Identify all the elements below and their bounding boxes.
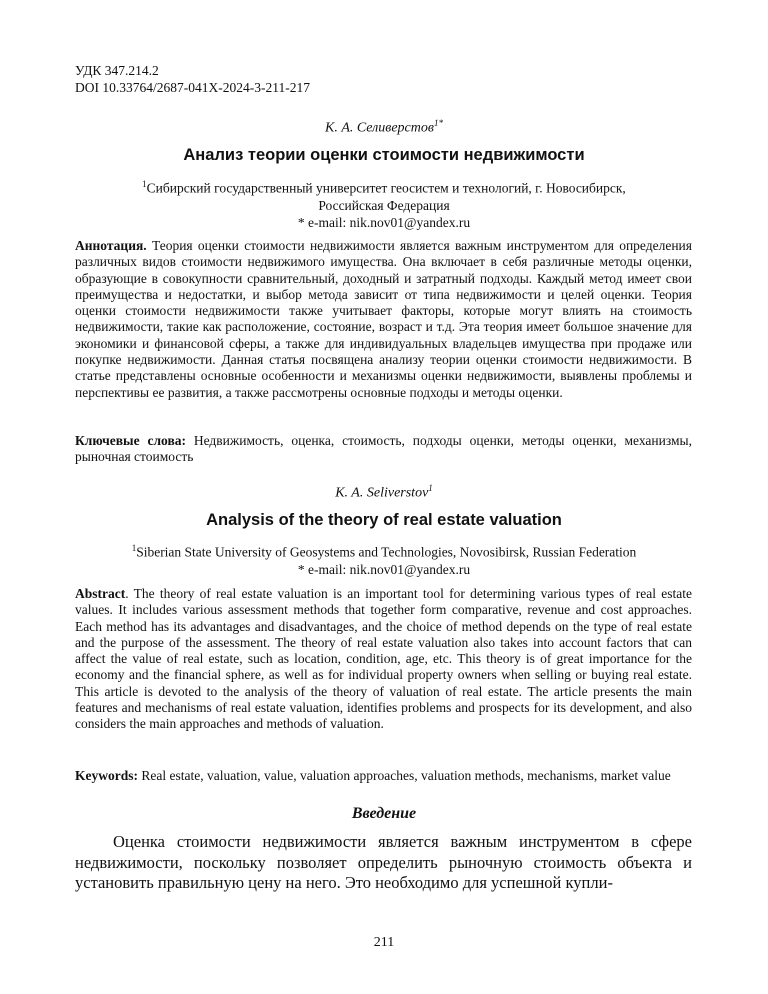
abstract-label-ru: Аннотация. — [75, 238, 147, 253]
affiliation-ru — [60, 176, 708, 231]
email-en: * e-mail: nik.nov01@yandex.ru — [297, 561, 471, 577]
section-heading-intro: Введение — [351, 805, 417, 822]
abstract-text-en: . The theory of real estate valuation is an important tool for determining various types of real estate values. It includes various assessment methods that together form comparative, revenue and cost approaches. Each method has its advantages and disadvantages, and the choice of method depends on the type of real estate and the purpose of the assessment. The theory of real estate valuation also takes into account factors that can affect the value of real estate, such as location, condition, age, etc. This theory is of great importance for the economy and the financial sphere, as well as for individual property owners when selling or buying real estate. This article is devoted to the analysis of the theory of valuation of real estate. The article presents the main features and mechanisms of real estate valuation, identifies problems and prospects for its development, and also considers the main approaches and methods of valuation. — [75, 586, 692, 732]
author-sup-en: 1 — [428, 483, 433, 493]
keywords-label-ru: Ключевые слова: — [75, 433, 186, 448]
udc-code: УДК 347.214.2 — [75, 63, 159, 78]
abstract-label-en: Abstract — [75, 586, 126, 601]
title-ru: Анализ теории оценки стоимости недвижимости — [183, 146, 585, 164]
article-identifiers — [75, 62, 310, 96]
abstract-ru — [75, 238, 692, 401]
aff-sup-ru: 1 — [142, 179, 147, 189]
keywords-en — [75, 768, 692, 784]
abstract-en — [75, 586, 692, 733]
title-en: Analysis of the theory of real estate valuation — [206, 511, 562, 529]
keywords-ru — [75, 433, 692, 466]
author-sup-ru: 1* — [433, 118, 443, 128]
keywords-label-en: Keywords: — [75, 768, 138, 783]
aff-line2-ru: Российская Федерация — [318, 197, 450, 213]
keywords-text-ru: Недвижимость, оценка, стоимость, подходы оценки, методы оценки, механизмы, рыночная стоимость — [75, 433, 692, 465]
aff-sup-en: 1 — [131, 543, 137, 553]
author-ru — [0, 118, 768, 137]
author-name-ru: К. А. Селиверстов — [325, 120, 434, 136]
intro-paragraph: Оценка стоимости недвижимости является важным инструментом в сфере недвижимости, поскольку позволяет определить рыночную стоимость объекта и установить правильную цену на него. Это необходимо для успешной купли- — [75, 832, 692, 892]
aff-line1-ru: Сибирский государственный университет геосистем и технологий, г. Новосибирск, — [146, 180, 626, 196]
doi: DOI 10.33764/2687-041X-2024-3-211-217 — [75, 80, 310, 95]
page-number: 211 — [373, 935, 395, 950]
author-en — [0, 483, 768, 502]
aff-line1-en: Siberian State University of Geosystems and Technologies, Novosibirsk, Russian Federation — [136, 544, 637, 560]
abstract-text-ru: Теория оценки стоимости недвижимости является важным инструментом для определения различных видов стоимости недвижимого имущества. Она включает в себя различные методы оценки, образующие в совокупности сравнительный, доходный и затратный подходы. Каждый метод имеет свои преимущества и недостатки, и выбор метода зависит от типа недвижимости и целей оценки. Теория оценки стоимости недвижимости также учитывает факторы, которые могут влиять на стоимость недвижимости, такие как расположение, состояние, возраст и т.д. Эта теория имеет большое значение для экономики и финансовой сферы, а также для индивидуальных владельцев имущества при продаже или покупке недвижимости. Данная статья посвящена анализу теории оценки стоимости недвижимости. В статье представлены основные особенности и механизмы оценки недвижимости, выявлены проблемы и перспективы ее развития, а также рассмотрены основные подходы и методы оценки. — [75, 238, 692, 400]
keywords-text-en: Real estate, valuation, value, valuation approaches, valuation methods, mechanisms, market value — [138, 768, 671, 783]
email-ru: * e-mail: nik.nov01@yandex.ru — [297, 214, 471, 230]
affiliation-en — [60, 540, 708, 578]
author-name-en: K. A. Seliverstov — [335, 485, 429, 501]
